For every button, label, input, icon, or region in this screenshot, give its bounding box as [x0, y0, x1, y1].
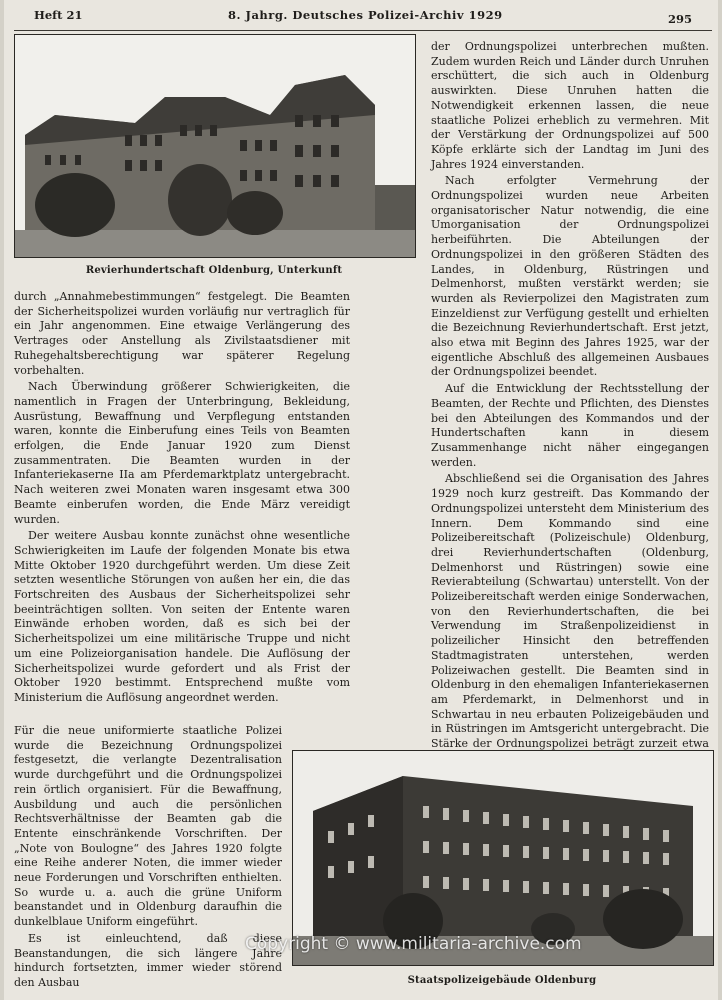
paragraph: Nach Überwindung größerer Schwierigkeiten, die namentlich in Fragen der Unterbringung, Bekleidung, Ausrüstung, Bewaffnung und Verpflegung entstanden waren, konnte die Einberufung eines Teils von Beamten erfolgen, die Ende Januar 1920 zum Dienst zusammentraten. Die Beamten wurden in der Infanteriekaserne IIa am Pferdemarktplatz untergebracht. Nach weiteren zwei Monaten waren insgesamt etwa 300 Beamte einberufen worden, die Ende März vereidigt wurden.: [14, 380, 350, 526]
running-header: [14, 4, 712, 31]
right-column-text: [431, 40, 709, 829]
page-number: 295: [667, 12, 692, 26]
issue-number: Heft 21: [34, 8, 83, 22]
copyright-watermark: Copyright © www.militaria-archive.com: [245, 934, 582, 954]
journal-title: 8. Jahrg. Deutsches Polizei-Archiv 1929: [228, 8, 503, 22]
left-column-text: [14, 290, 350, 708]
paragraph: Es ist einleuchtend, daß diese Beanstandungen, die sich längere Jahre hindurch fortsetzten, immer wieder störend den Ausbau: [14, 931, 282, 989]
paragraph: Nach erfolgter Vermehrung der Ordnungspolizei wurden neue Arbeiten organisatorischer Natur notwendig, die eine Umorganisation der Ordnungspolizei herbeiführten. Die Abteilungen der Ordnungspolizei in den größeren Städten des Landes, in Oldenburg, Rüstringen und Delmenhorst, mußten verstärkt werden; sie wurden als Revierpolizei den Magistraten zum Einzeldienst zur Verfügung gestellt und erhielten die Bezeichnung Revierhundertschaft. Erst jetzt, also etwa mit Beginn des Jahres 1925, war der eigentliche Abschluß des allgemeinen Ausbaues der Ordnungspolizei beendet.: [431, 174, 709, 379]
paragraph: Für die neue uniformierte staatliche Polizei wurde die Bezeichnung Ordnungspolizei festgesetzt, die verlangte Dezentralisation wurde durchgeführt und die Ordnungspolizei rein örtlich organisiert. Für die Bewaffnung, Ausbildung und auch die persönlichen Rechtsverhältnisse der Beamten gab die Entente einschränkende Vorschriften. Der „Note von Boulogne“ des Jahres 1920 folgte eine Reihe anderer Noten, die immer wieder neue Forderungen und Vorschriften enthielten. So wurde u. a. auch die grüne Uniform beanstandet und in Oldenburg daraufhin die dunkelblaue Uniform eingeführt.: [14, 724, 282, 929]
document-page: [4, 0, 718, 1000]
caption-top-photo: Revierhundertschaft Oldenburg, Unterkunft: [85, 265, 343, 276]
photo-barracks: [14, 34, 416, 258]
paragraph: Auf die Entwicklung der Rechtsstellung der Beamten, der Rechte und Pflichten, des Dienstes bei den Abteilungen des Kommandos und der Hundertschaften kann in diesem Zusammenhange nicht näher eingegangen werden.: [431, 382, 709, 469]
left-column-lower-text: [14, 724, 282, 993]
paragraph: Abschließend sei die Organisation des Jahres 1929 noch kurz gestreift. Das Kommando der Ordnungspolizei untersteht dem Ministerium des Innern. Dem Kommando sind eine Polizeibereitschaft (Polizeischule) Oldenburg, drei Revierhundertschaften (Oldenburg, Delmenhorst und Rüstringen) sowie eine Revierabteilung (Schwartau) unterstellt. Von der Polizeibereitschaft werden einige Sonderwachen, von den Revierhundertschaften, die bei Verwendung im Straßenpolizeidienst in polizeilicher Hinsicht den betreffenden Stadtmagistraten unterstehen, werden Polizeiwachen gestellt. Die Beamten sind in Oldenburg in den ehemaligen Infanteriekasernen am Pferdemarkt, in Delmenhorst und in Schwartau in neu erbauten Polizeigebäuden und in Rüstringen im Amtsgericht untergebracht. Die Stärke der Ordnungspolizei beträgt zurzeit etwa: [431, 472, 709, 751]
paragraph: Der weitere Ausbau konnte zunächst ohne wesentliche Schwierigkeiten im Laufe der folgenden Monate bis etwa Mitte Oktober 1920 durchgeführt werden. Um diese Zeit setzten wesentliche Störungen von außen her ein, die das Fortschreiten des Ausbaus der Sicherheitspolizei sehr beeinträchtigen sollten. Von seiten der Entente waren Einwände erhoben worden, daß es sich bei der Sicherheitspolizei um eine militärische Truppe und nicht um eine Polizeiorganisation handele. Die Auflösung der Sicherheitspolizei wurde gefordert und als Frist der Oktober 1920 bestimmt. Entsprechend mußte vom Ministerium die Auflösung angeordnet werden.: [14, 529, 350, 704]
paragraph: der Ordnungspolizei unterbrechen mußten. Zudem wurden Reich und Länder durch Unruhen erschüttert, die sich auch in Oldenburg auswirkten. Diese Unruhen hatten die Notwendigkeit erkennen lassen, die neue staatliche Polizei erheblich zu vermehren. Mit der Verstärkung der Ordnungspolizei auf 500 Köpfe erklärte sich der Landtag im Juni des Jahres 1924 einverstanden.: [431, 40, 709, 171]
paragraph: durch „Annahmebestimmungen“ festgelegt. Die Beamten der Sicherheitspolizei wurden vorläufig nur vertraglich für ein Jahr angenommen. Eine etwaige Verlängerung des Vertrages oder Anstellung als Zivilstaatsdiener mit Ruhegehaltsberechtigung war späterer Regelung vorbehalten.: [14, 290, 350, 377]
caption-bottom-photo: Staatspolizeigebäude Oldenburg: [407, 975, 597, 986]
